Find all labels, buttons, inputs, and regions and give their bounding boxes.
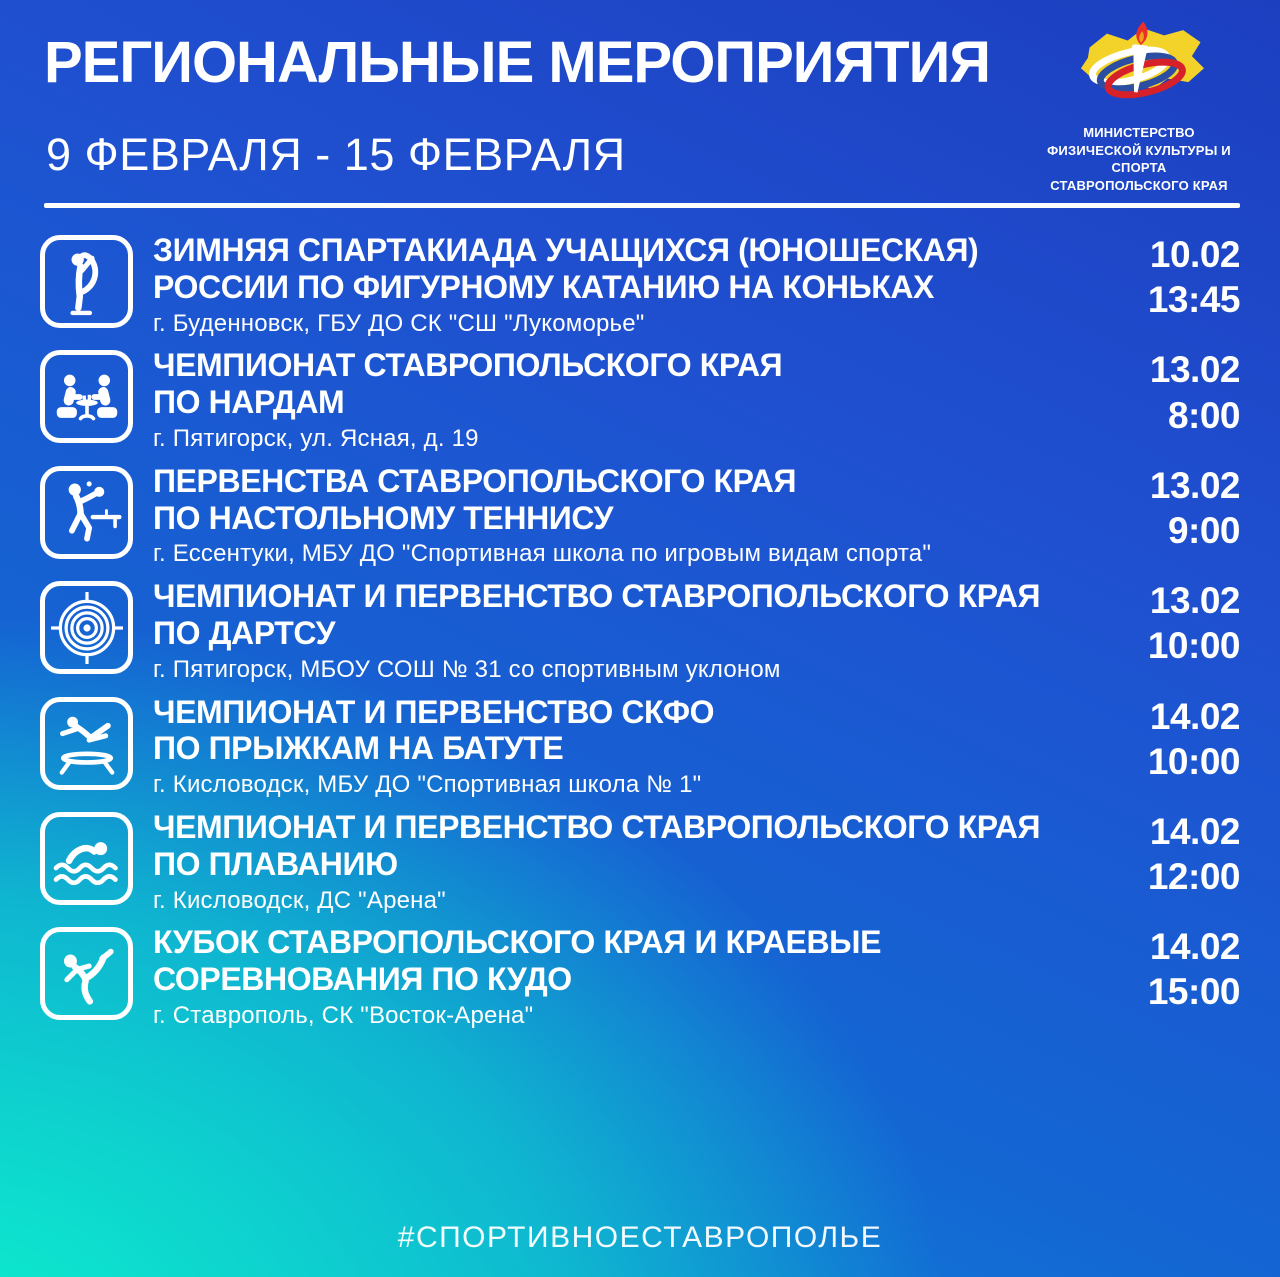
event-date: 13.02: [1149, 464, 1240, 506]
event-title-line: КУБОК СТАВРОПОЛЬСКОГО КРАЯ И КРАЕВЫЕ: [153, 924, 882, 961]
header-divider: [44, 203, 1240, 208]
event-title: [153, 809, 1088, 883]
ministry-logo-icon: [1049, 18, 1229, 122]
event-location: г. Ставрополь, СК "Восток-Арена": [153, 1001, 534, 1029]
ministry-name-line2: ФИЗИЧЕСКОЙ КУЛЬТУРЫ И СПОРТА: [1047, 142, 1231, 176]
event-row: [40, 232, 1240, 338]
backgammon-icon: [40, 350, 133, 443]
event-title-line: ПО ДАРТСУ: [153, 614, 336, 651]
event-title-line: ЧЕМПИОНАТ И ПЕРВЕНСТВО СТАВРОПОЛЬСКОГО КРАЯ: [153, 578, 1041, 615]
event-row: [40, 924, 1240, 1030]
ministry-name-line1: МИНИСТЕРСТВО: [1083, 125, 1195, 140]
event-title-line: РОССИИ ПО ФИГУРНОМУ КАТАНИЮ НА КОНЬКАХ: [153, 268, 934, 305]
event-location: г. Пятигорск, МБОУ СОШ № 31 со спортивным уклоном: [153, 655, 781, 683]
event-title: [153, 694, 1088, 768]
event-row: [40, 463, 1240, 569]
event-title-line: ПЕРВЕНСТВА СТАВРОПОЛЬСКОГО КРАЯ: [153, 462, 797, 499]
event-title: [153, 463, 1088, 537]
ministry-logo: [1034, 18, 1244, 194]
events-list: [0, 208, 1280, 1031]
event-title-line: ПО НАРДАМ: [153, 384, 345, 421]
hashtag: #СПОРТИВНОЕСТАВРОПОЛЬЕ: [397, 1221, 883, 1254]
event-row: [40, 694, 1240, 800]
event-row: [40, 578, 1240, 684]
event-datetime: [1108, 347, 1240, 437]
trampoline-icon: [40, 697, 133, 790]
event-date: 14.02: [1149, 926, 1240, 968]
event-location: г. Кисловодск, МБУ ДО "Спортивная школа № 1": [153, 771, 702, 799]
event-datetime: [1108, 809, 1240, 899]
event-datetime: [1108, 578, 1240, 668]
event-row: [40, 347, 1240, 453]
date-range: 9 ФЕВРАЛЯ - 15 ФЕВРАЛЯ: [46, 129, 626, 180]
event-location: г. Кисловодск, ДС "Арена": [153, 886, 446, 914]
event-title: [153, 347, 1088, 421]
poster-header: [0, 0, 1280, 208]
event-datetime: [1108, 232, 1240, 322]
swimming-icon: [40, 812, 133, 905]
event-title: [153, 924, 1088, 998]
table-tennis-icon: [40, 466, 133, 559]
figure-skating-icon: [40, 235, 133, 328]
event-date: 14.02: [1149, 810, 1240, 852]
event-date: 10.02: [1149, 234, 1240, 275]
event-title-line: ЧЕМПИОНАТ И ПЕРВЕНСТВО СТАВРОПОЛЬСКОГО КРАЯ: [153, 808, 1041, 845]
event-datetime: [1108, 463, 1240, 553]
ministry-name-line3: СТАВРОПОЛЬСКОГО КРАЯ: [1050, 177, 1228, 193]
event-time: 12:00: [1147, 856, 1240, 898]
event-time: 9:00: [1167, 509, 1240, 551]
event-title-line: ЧЕМПИОНАТ СТАВРОПОЛЬСКОГО КРАЯ: [153, 347, 783, 384]
event-date: 14.02: [1149, 695, 1240, 737]
event-title-line: ЧЕМПИОНАТ И ПЕРВЕНСТВО СКФО: [153, 693, 715, 730]
event-time: 10:00: [1147, 740, 1240, 782]
event-title-line: ПО НАСТОЛЬНОМУ ТЕННИСУ: [153, 499, 614, 536]
event-row: [40, 809, 1240, 915]
event-title-line: ПО ПРЫЖКАМ НА БАТУТЕ: [153, 730, 564, 767]
event-date: 13.02: [1149, 349, 1240, 391]
event-title-line: СОРЕВНОВАНИЯ ПО КУДО: [153, 961, 572, 998]
kudo-icon: [40, 927, 133, 1020]
event-location: г. Пятигорск, ул. Ясная, д. 19: [153, 424, 479, 452]
event-datetime: [1108, 924, 1240, 1014]
event-time: 10:00: [1147, 625, 1240, 667]
event-location: г. Ессентуки, МБУ ДО "Спортивная школа по игровым видам спорта": [153, 540, 932, 568]
event-title-line: ЗИМНЯЯ СПАРТАКИАДА УЧАЩИХСЯ (ЮНОШЕСКАЯ): [153, 232, 979, 268]
event-location: г. Буденновск, ГБУ ДО СК "СШ "Лукоморье": [153, 309, 645, 337]
event-time: 15:00: [1147, 971, 1240, 1013]
event-datetime: [1108, 694, 1240, 784]
event-title-line: ПО ПЛАВАНИЮ: [153, 845, 398, 882]
event-date: 13.02: [1149, 580, 1240, 622]
page-title: РЕГИОНАЛЬНЫЕ МЕРОПРИЯТИЯ: [44, 30, 990, 95]
event-time: 8:00: [1167, 394, 1240, 436]
event-title: [153, 578, 1088, 652]
event-time: 13:45: [1147, 279, 1240, 321]
event-title: [153, 232, 1088, 306]
darts-icon: [40, 581, 133, 674]
